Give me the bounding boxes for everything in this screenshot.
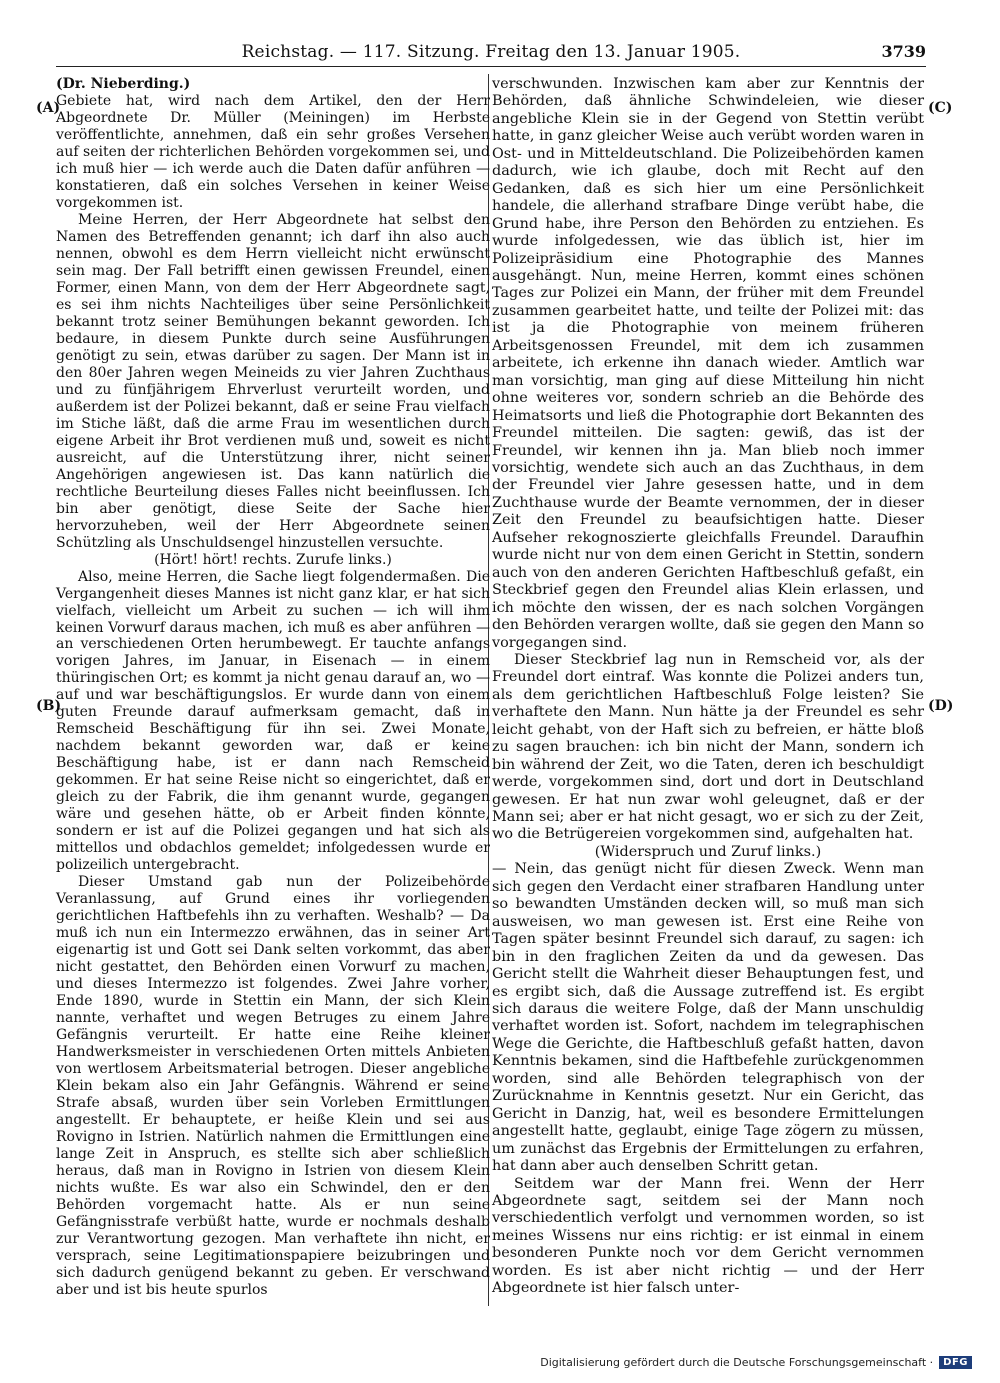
paragraph: — Nein, das genügt nicht für diesen Zweck. Wenn man sich gegen den Verdacht einer strafbaren Handlung unter so bewandten Umständen decken will, so muß man sich ausweisen, wo man gewesen ist. Erst eine Reihe von Tagen später besinnt Freundel sich darauf, zu sagen: ich bin in den fraglichen Zeiten da und da gewesen. Das Gericht stellt die Wahrheit dieser Behauptungen fest, und es ergibt sich, daß die Aussage zutreffend ist. Es ergibt sich daraus die weitere Folge, daß der Mann unschuldig verhaftet worden ist. Sofort, nachdem im telegraphischen Wege die Gerichte, die Haftbeschluß gefaßt hatten, davon Kenntnis bekamen, sind die Haftbefehle zurückgenommen worden, sind alle Behörden telegraphisch von der Zurücknahme in Kenntnis gesetzt. Nur ein Gericht, das Gericht in Danzig, hat, weil es besondere Ermittelungen angestellt hatte, geglaubt, einige Tage zögern zu müssen, um zunächst das Ergebnis der Ermittelungen zu erfahren, hat dann aber auch denselben Schritt getan. — [492, 861, 924, 1175]
right-column — [492, 76, 924, 1298]
page-number: 3739 — [881, 42, 926, 61]
dfg-logo-icon: DFG — [939, 1356, 972, 1369]
paragraph: Dieser Steckbrief lag nun in Remscheid vor, als der Freundel dort eintraf. Was konnte die Polizei anders tun, als dem gerichtlichen Haftbeschluß Folge leisten? Sie verhaftete den Mann. Nun hätte ja der Freundel es sehr leicht gehabt, von der Haft sich zu befreien, er hätte bloß zu sagen brauchen: ich bin nicht der Mann, sondern ich bin während der Zeit, wo die Taten, deren ich beschuldigt werde, vorgekommen sind, dort und dort in Deutschland gewesen. Er hat nun zwar wohl geleugnet, daß er der Mann sei; aber er hat nicht gesagt, wo er sich zu der Zeit, wo die Betrügereien vorgekommen sind, aufgehalten hat. — [492, 651, 924, 843]
credit-text: Digitalisierung gefördert durch die Deutsche Forschungsgemeinschaft · — [540, 1356, 934, 1369]
margin-marker-b: (B) — [36, 698, 62, 714]
speaker-label: (Dr. Nieberding.) — [56, 76, 191, 92]
paragraph: verschwunden. Inzwischen kam aber zur Kenntnis der Behörden, daß ähnliche Schwindeleien, wie dieser angebliche Klein sie in der Gegend von Stettin verübt hatte, in ganz gleicher Weise auch verübt worden waren in Ost- und in Mitteldeutschland. Die Polizeibehörden kamen dadurch, wie ich glaube, doch mit Recht auf den Gedanken, daß es sich hier um eine Persönlichkeit handele, die allerhand strafbare Dinge verübt habe, die Grund habe, ihre Person den Behörden zu entziehen. Es wurde infolgedessen, wie das üblich ist, hier im Polizeipräsidium eine Photographie des Mannes ausgehängt. Nun, meine Herren, kommt eines schönen Tages zur Polizei ein Mann, der früher mit dem Freundel zusammen gearbeitet hatte, und teilte der Polizei mit: das ist ja die Photographie von meinem früheren Arbeitsgenossen Freundel, mit dem ich zusammen arbeitete, ich erkenne ihn danach wieder. Amtlich war man vorsichtig, man ging auf diese Mitteilung hin nicht ohne weiteres vor, sondern schrieb an die Behörde des Heimatsorts und ließ die Photographie dort Bekannten des Freundel mitteilen. Die sagten: gewiß, das ist der Freundel, wir kennen ihn ja. Man blieb noch immer vorsichtig, wendete sich auch an das Zuchthaus, in dem der Freundel vier Jahre gesessen hatte, und in dem Zuchthause wurde der Beamte vernommen, der in dieser Zeit den Freundel zu beaufsichtigen hatte. Dieser Aufseher rekognoszierte gleichfalls Freundel. Daraufhin wurde nicht nur von dem einen Gericht in Stettin, sondern auch von den anderen Gerichten Haftbeschluß gefaßt, ein Steckbrief gegen den Freundel alias Klein erlassen, und ich möchte den wissen, der es nach solchen Vorgängen den Behörden verargen wollte, daß sie gegen den Mann so vorgegangen sind. — [492, 76, 924, 651]
paragraph: Gebiete hat, wird nach dem Artikel, den der Herr Abgeordnete Dr. Müller (Meiningen) im Herbste veröffentlichte, annehmen, daß ein sehr großes Versehen auf seiten der richterlichen Behörden vorgekommen sei, und ich muß hier — ich werde auch die Daten dafür anführen — konstatieren, daß ein solches Versehen in keiner Weise vorgekommen ist. — [56, 92, 490, 211]
interjection: (Widerspruch und Zuruf links.) — [594, 843, 822, 860]
running-title: Reichstag. — 117. Sitzung. Freitag den 13. Januar 1905. — [241, 42, 741, 62]
margin-marker-d: (D) — [928, 698, 954, 714]
left-column — [56, 76, 490, 1299]
digitization-credit — [540, 1356, 972, 1369]
paragraph: Meine Herren, der Herr Abgeordnete hat selbst den Namen des Betreffenden genannt; ich darf ihn also auch nennen, obwohl es dem Herrn vielleicht nicht erwünscht sein mag. Der Fall betrifft einen gewissen Freundel, einen Former, einen Mann, von dem der Herr Abgeordnete sagt, es sei ihm nichts Nachteiliges über seine Persönlichkeit bekannt trotz seiner Bemühungen bekannt geworden. Ich bedaure, in diesem Punkte durch seine Ausführungen genötigt zu sein, etwas darüber zu sagen. Der Mann ist in den 80er Jahren wegen Meineids zu vier Jahren Zuchthaus und zu fünfjährigem Ehrverlust verurteilt worden, und außerdem ist der Polizei bekannt, daß er seine Frau vielfach im Stiche läßt, daß die arme Frau im wesentlichen durch eigene Arbeit ihr Brot verdienen muß und, soweit es nicht ausreicht, auf die Unterstützung ihrer, nicht seiner Angehörigen angewiesen ist. Das kann natürlich die rechtliche Beurteilung dieses Falles nicht beeinflussen. Ich bin aber genötigt, diese Seite der Sache hier hervorzuheben, weil der Herr Abgeordnete seinen Schützling als Unschuldsengel hinzustellen versuchte. — [56, 211, 490, 551]
interjection: (Hört! hört! rechts. Zurufe links.) — [154, 551, 392, 568]
margin-marker-a: (A) — [36, 100, 61, 116]
paragraph: Also, meine Herren, die Sache liegt folgendermaßen. Die Vergangenheit dieses Mannes ist nicht ganz klar, er hat sich vielfach, vielleicht um Arbeit zu suchen — ich will ihm keinen Vorwurf daraus machen, ich muß es aber anführen — an verschiedenen Orten herumbewegt. Er tauchte anfangs vorigen Jahres, im Januar, in Eisenach — in einem thüringischen Ort; es kommt ja nicht genau darauf an, wo — auf und war beschäftigungslos. Er wurde dann von einem guten Freunde darauf aufmerksam gemacht, daß in Remscheid Beschäftigung für ihn sei. Zwei Monate, nachdem bekannt geworden war, daß er keine Beschäftigung habe, ist er dann nach Remscheid gekommen. Er hat seine Reise nicht so eingerichtet, daß er gleich zu der Fabrik, die ihm genannt wurde, gegangen wäre und gesehen hätte, ob er Arbeit finden könnte, sondern er ist auf die Polizei gegangen und hat sich als mittellos und obdachlos gemeldet; infolgedessen wurde er polizeilich untergebracht. — [56, 568, 490, 874]
paragraph: Seitdem war der Mann frei. Wenn der Herr Abgeordnete sagt, seitdem sei der Mann noch verschiedentlich verfolgt und vernommen worden, so ist meines Wissens nur eins richtig: er ist einmal in einem besonderen Punkte noch vor dem Gericht vernommen worden. Es ist aber nicht richtig — und der Herr Abgeordnete ist hier falsch unter- — [492, 1175, 924, 1297]
margin-marker-c: (C) — [928, 100, 953, 116]
page-header — [56, 40, 926, 67]
paragraph: Dieser Umstand gab nun der Polizeibehörde Veranlassung, auf Grund eines ihr vorliegenden gerichtlichen Haftbefehls ihn zu verhaften. Weshalb? — Da muß ich nun ein Intermezzo erwähnen, das in seiner Art eigenartig ist und Gott sei Dank selten vorkommt, das aber nicht gestattet, den Behörden einen Vorwurf zu machen, und dieses Intermezzo ist folgendes. Zwei Jahre vorher, Ende 1890, wurde in Stettin ein Mann, der sich Klein nannte, verhaftet und wegen Betruges zu einem Jahre Gefängnis verurteilt. Er hatte eine Reihe kleiner Handwerksmeister in verschiedenen Orten mittels Anbieten von wertlosem Arbeitsmaterial betrogen. Dieser angebliche Klein bekam also ein Jahr Gefängnis. Während er seine Strafe absaß, wurden über sein Vorleben Ermittlungen angestellt. Er behauptete, er heiße Klein und sei aus Rovigno in Istrien. Natürlich nahmen die Ermittlungen eine lange Zeit in Anspruch, es stellte sich aber schließlich heraus, daß man in Rovigno in Istrien von diesem Klein nichts wußte. Es war also ein Schwindel, den er den Behörden vorgemacht hatte. Als er nun seine Gefängnisstrafe verbüßt hatte, wurde er nochmals deshalb zur Verantwortung gezogen. Man verhaftete ihn nicht, er versprach, seine Legitimationspapiere beizubringen und sich dadurch genügend bekannt zu geben. Er verschwand aber und ist bis heute spurlos — [56, 874, 490, 1298]
